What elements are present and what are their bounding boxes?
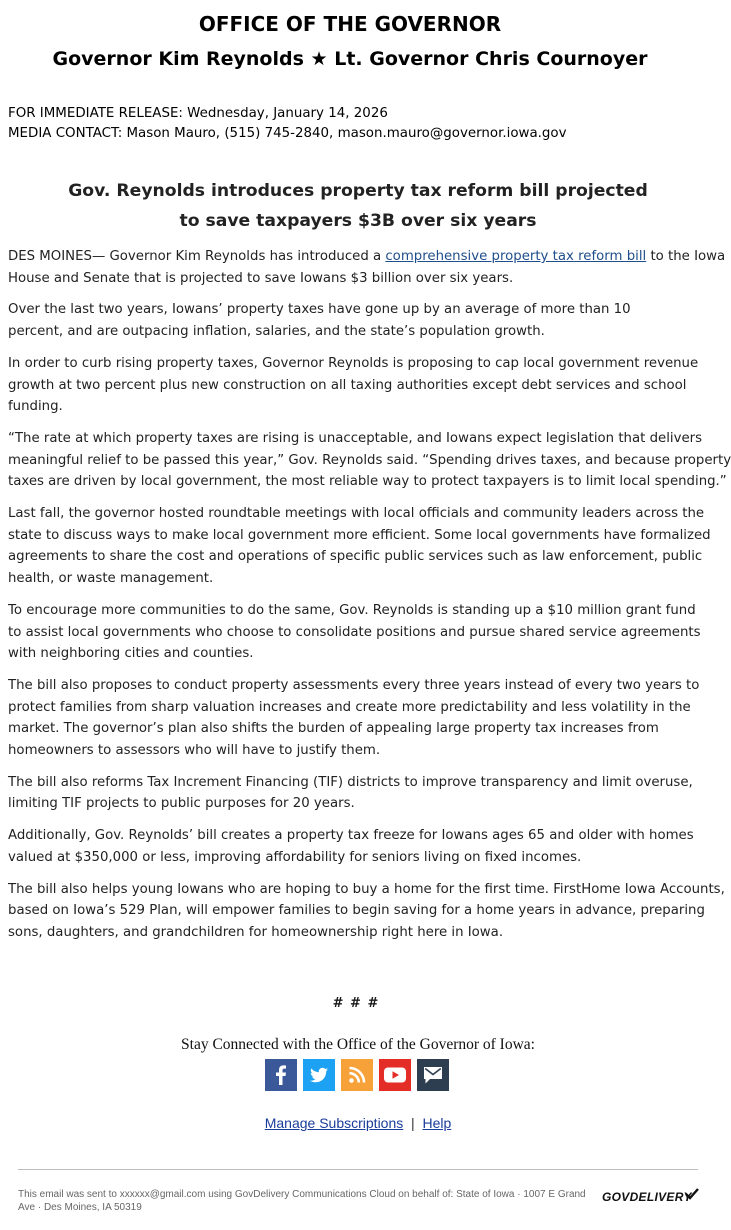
paragraph-line: The bill also helps young Iowans who are hoping to buy a home for the first time. FirstHome Iowa Accounts,	[8, 881, 725, 897]
manage-subscriptions-link[interactable]: Manage Subscriptions	[264, 1115, 404, 1131]
property-tax-bill-link[interactable]: comprehensive property tax reform bill	[385, 249, 647, 264]
end-mark: # # #	[332, 996, 380, 1011]
office-title: OFFICE OF THE GOVERNOR	[198, 12, 502, 36]
paragraph-line: Additionally, Gov. Reynolds’ bill creates a property tax freeze for Iowans ages 65 and older with homes	[8, 828, 694, 844]
paragraph-line: meaningful relief to be passed this year,” Gov. Reynolds said. “Spending drives taxes, and because property	[8, 452, 731, 468]
footer-line: Ave · Des Moines, IA 50319	[18, 1201, 142, 1213]
help-link[interactable]: Help	[422, 1115, 452, 1131]
paragraph-line: health, or waste management.	[8, 571, 214, 587]
paragraph-line: The bill also reforms Tax Increment Financing (TIF) districts to improve transparency and limit overuse,	[8, 774, 693, 790]
footer-line: This email was sent to xxxxxx@gmail.com using GovDelivery Communications Cloud on behalf of: State of Iowa · 1007 E Grand	[18, 1189, 586, 1200]
paragraph-line: Over the last two years, Iowans’ property taxes have gone up by an average of more than 10	[8, 302, 631, 318]
headline-line: to save taxpayers $3B over six years	[179, 211, 537, 231]
quote-paragraph	[8, 428, 731, 493]
paragraph-line: sons, daughters, and grandchildren for homeownership right here in Iowa.	[8, 924, 504, 940]
paragraph-line: funding.	[8, 399, 63, 415]
youtube-icon	[379, 1059, 411, 1091]
governor-names	[0, 45, 700, 73]
link-separator: |	[411, 1115, 415, 1131]
email-icon	[417, 1059, 449, 1091]
lt-governor-name: Lt. Governor Chris Cournoyer	[334, 48, 648, 70]
paragraph-line: to assist local governments who choose to consolidate positions and pursue shared service agreements	[8, 624, 701, 640]
headline	[0, 176, 716, 236]
release-info	[8, 104, 567, 144]
paragraph	[8, 246, 728, 289]
paragraph	[8, 503, 728, 590]
paragraph-line: market. The governor’s plan also shifts the burden of appealing large property tax increases from	[8, 721, 659, 737]
media-contact: MEDIA CONTACT: Mason Mauro, (515) 745-2840, mason.mauro@governor.iowa.gov	[8, 126, 567, 141]
youtube-button[interactable]	[379, 1059, 411, 1091]
rss-button[interactable]	[341, 1059, 373, 1091]
paragraph	[8, 675, 728, 762]
paragraph-line: “The rate at which property taxes are rising is unacceptable, and Iowans expect legislation that delivers	[8, 430, 703, 446]
paragraph-line: percent, and are outpacing inflation, salaries, and the state’s population growth.	[8, 324, 545, 340]
paragraph	[8, 879, 728, 944]
twitter-button[interactable]	[303, 1059, 335, 1091]
paragraph-line: state to discuss ways to make local government more efficient. Some local governments have formalized	[8, 527, 711, 543]
footer-divider	[18, 1169, 698, 1170]
stay-connected-text: Stay Connected with the Office of the Governor of Iowa:	[181, 1036, 535, 1053]
checkmark-icon	[685, 1188, 699, 1200]
social-links	[265, 1059, 449, 1091]
headline-line: Gov. Reynolds introduces property tax reform bill projected	[68, 181, 648, 201]
facebook-button[interactable]	[265, 1059, 297, 1091]
paragraph	[8, 353, 728, 418]
paragraph	[8, 299, 728, 342]
footer-disclaimer	[18, 1189, 593, 1214]
paragraph-text: House and Senate that is projected to save Iowans $3 billion over six years.	[8, 270, 514, 286]
twitter-icon	[303, 1059, 335, 1091]
paragraph-line: The bill also proposes to conduct property assessments every three years instead of every two years to	[8, 677, 700, 693]
paragraph-line: agreements to share the cost and operations of specific public services such as law enforcement, public	[8, 549, 703, 565]
paragraph-line: protect families from sharp valuation increases and create more predictability and less volatility in the	[8, 699, 691, 715]
paragraph-line: taxes are driven by local government, the most reliable way to protect taxpayers is to limit local spending.”	[8, 474, 727, 490]
dateline-text: DES MOINES— Governor Kim Reynolds has introduced a	[8, 249, 386, 264]
paragraph	[8, 772, 728, 815]
facebook-icon	[265, 1059, 297, 1091]
paragraph-line: In order to curb rising property taxes, Governor Reynolds is proposing to cap local government revenue	[8, 355, 699, 371]
article-body	[8, 246, 731, 954]
governor-name: Governor Kim Reynolds	[52, 48, 304, 70]
paragraph-line: Last fall, the governor hosted roundtable meetings with local officials and community leaders across the	[8, 506, 705, 522]
paragraph-text: to the Iowa	[646, 249, 726, 264]
footer-links	[0, 1115, 716, 1131]
paragraph-line: limiting TIF projects to public purposes for 20 years.	[8, 796, 355, 812]
paragraph-line: homeowners to assessors who will have to justify them.	[8, 743, 381, 759]
govdelivery-logo-text: GOVDELIVERY	[602, 1190, 692, 1204]
paragraph-line: growth at two percent plus new construction on all taxing authorities except debt services and school	[8, 377, 687, 393]
paragraph-line: with neighboring cities and counties.	[8, 646, 254, 662]
star-icon: ★	[310, 48, 328, 70]
paragraph	[8, 600, 728, 665]
paragraph-line: based on Iowa’s 529 Plan, will empower families to begin saving for a home years in advance, preparing	[8, 903, 705, 919]
paragraph-line: valued at $350,000 or less, improving affordability for seniors living on fixed incomes.	[8, 849, 582, 865]
govdelivery-logo[interactable]	[602, 1190, 692, 1204]
rss-icon	[341, 1059, 373, 1091]
release-date: FOR IMMEDIATE RELEASE: Wednesday, January 14, 2026	[8, 106, 388, 121]
email-button[interactable]	[417, 1059, 449, 1091]
paragraph-line: To encourage more communities to do the same, Gov. Reynolds is standing up a $10 million grant fund	[8, 602, 696, 618]
paragraph	[8, 825, 728, 868]
